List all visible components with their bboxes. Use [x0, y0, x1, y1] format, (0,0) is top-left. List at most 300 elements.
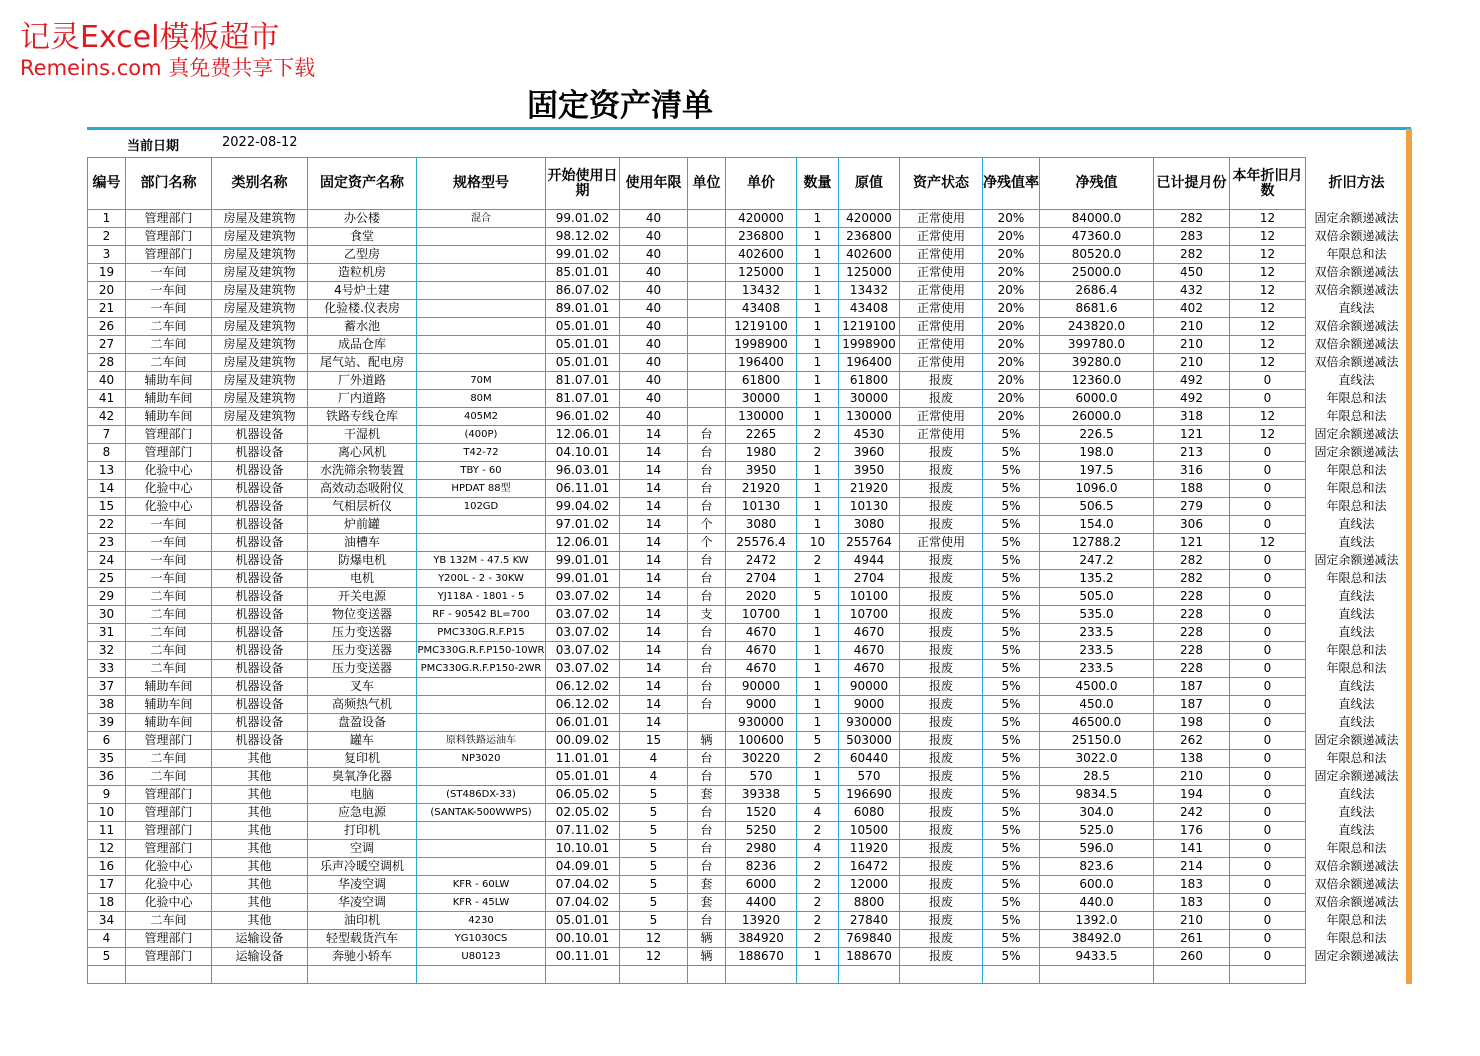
- col-method-cell[interactable]: 固定余额递减法: [1314, 769, 1399, 783]
- col-start-date-cell[interactable]: 04.10.01: [546, 444, 620, 462]
- col-residual-rate-cell[interactable]: 5%: [983, 912, 1040, 930]
- col-months-depreciated-cell[interactable]: 282: [1154, 552, 1230, 570]
- col-asset-name-cell[interactable]: 水洗筛余物装置: [308, 462, 417, 480]
- col-unit-price-cell[interactable]: 1520: [726, 804, 797, 822]
- col-months-depreciated-cell[interactable]: 282: [1154, 210, 1230, 228]
- col-months-depreciated-cell[interactable]: 318: [1154, 408, 1230, 426]
- col-residual-value-cell[interactable]: 198.0: [1040, 444, 1154, 462]
- col-months-depreciated-cell[interactable]: 228: [1154, 606, 1230, 624]
- col-months-depreciated-cell[interactable]: 187: [1154, 696, 1230, 714]
- col-asset-name-cell[interactable]: 臭氧净化器: [308, 768, 417, 786]
- col-unit-cell[interactable]: 台: [688, 912, 726, 930]
- col-year-months-cell[interactable]: 0: [1230, 930, 1306, 948]
- col-life-cell[interactable]: 14: [620, 516, 688, 534]
- col-original-value-cell[interactable]: 4670: [839, 642, 900, 660]
- col-unit-cell[interactable]: 台: [688, 552, 726, 570]
- col-residual-rate-cell[interactable]: 20%: [983, 390, 1040, 408]
- col-spec-cell[interactable]: 4230: [417, 912, 546, 930]
- col-quantity-cell[interactable]: 1: [797, 246, 839, 264]
- col-residual-value-cell[interactable]: 26000.0: [1040, 408, 1154, 426]
- col-id-cell[interactable]: 15: [88, 498, 126, 516]
- col-original-value-cell[interactable]: 60440: [839, 750, 900, 768]
- col-unit-price-cell[interactable]: 2980: [726, 840, 797, 858]
- col-residual-value-cell[interactable]: 38492.0: [1040, 930, 1154, 948]
- col-department-cell[interactable]: 管理部门: [126, 246, 212, 264]
- col-id-cell[interactable]: 9: [88, 786, 126, 804]
- col-life-cell[interactable]: 14: [620, 696, 688, 714]
- col-life-cell[interactable]: 5: [620, 804, 688, 822]
- col-status-cell[interactable]: 报废: [900, 786, 983, 804]
- col-residual-value-cell[interactable]: 450.0: [1040, 696, 1154, 714]
- col-department-cell[interactable]: [126, 966, 212, 984]
- col-asset-name-cell[interactable]: 高频热气机: [308, 696, 417, 714]
- col-months-depreciated-cell[interactable]: 213: [1154, 444, 1230, 462]
- col-method-cell[interactable]: 年限总和法: [1326, 463, 1387, 477]
- col-asset-name-cell[interactable]: 离心风机: [308, 444, 417, 462]
- col-department-cell[interactable]: 管理部门: [126, 840, 212, 858]
- col-year-months-cell[interactable]: 0: [1230, 786, 1306, 804]
- col-original-value-cell[interactable]: 255764: [839, 534, 900, 552]
- col-life-cell[interactable]: 40: [620, 354, 688, 372]
- col-method-cell[interactable]: 固定余额递减法: [1314, 427, 1399, 441]
- col-year-months-cell[interactable]: 12: [1230, 228, 1306, 246]
- col-asset-name-cell[interactable]: 高效动态吸附仪: [308, 480, 417, 498]
- col-unit-cell[interactable]: 台: [688, 462, 726, 480]
- col-quantity-cell[interactable]: 1: [797, 498, 839, 516]
- col-spec-cell[interactable]: PMC330G.R.F.P15: [417, 624, 546, 642]
- col-year-months-cell[interactable]: 12: [1230, 426, 1306, 444]
- col-life-cell[interactable]: 40: [620, 300, 688, 318]
- col-months-depreciated-cell[interactable]: 262: [1154, 732, 1230, 750]
- col-quantity-cell[interactable]: 1: [797, 372, 839, 390]
- col-department-cell[interactable]: 二车间: [126, 750, 212, 768]
- col-original-value-cell[interactable]: 16472: [839, 858, 900, 876]
- col-unit-price-cell[interactable]: 420000: [726, 210, 797, 228]
- col-quantity-cell[interactable]: 1: [797, 300, 839, 318]
- col-original-value-cell[interactable]: 4670: [839, 660, 900, 678]
- col-start-date-cell[interactable]: [546, 966, 620, 984]
- col-residual-value-cell[interactable]: 12360.0: [1040, 372, 1154, 390]
- col-method-cell[interactable]: 双倍余额递减法: [1314, 229, 1399, 243]
- col-category-cell[interactable]: 机器设备: [212, 678, 308, 696]
- col-start-date-cell[interactable]: 00.09.02: [546, 732, 620, 750]
- col-life-cell[interactable]: 5: [620, 894, 688, 912]
- col-unit-price-cell[interactable]: 570: [726, 768, 797, 786]
- col-department-cell[interactable]: 二车间: [126, 318, 212, 336]
- col-id-cell[interactable]: 32: [88, 642, 126, 660]
- col-category-cell[interactable]: 机器设备: [212, 588, 308, 606]
- col-life-cell[interactable]: [620, 966, 688, 984]
- col-unit-cell[interactable]: [688, 390, 726, 408]
- col-original-value-cell[interactable]: 503000: [839, 732, 900, 750]
- col-residual-value-cell[interactable]: 3022.0: [1040, 750, 1154, 768]
- col-original-value-cell[interactable]: 10100: [839, 588, 900, 606]
- col-department-cell[interactable]: 一车间: [126, 300, 212, 318]
- col-life-cell[interactable]: 40: [620, 408, 688, 426]
- col-residual-value-cell[interactable]: 233.5: [1040, 624, 1154, 642]
- col-method-cell[interactable]: 双倍余额递减法: [1314, 859, 1399, 873]
- col-original-value-cell[interactable]: 61800: [839, 372, 900, 390]
- col-quantity-cell[interactable]: 1: [797, 264, 839, 282]
- col-residual-rate-cell[interactable]: 5%: [983, 930, 1040, 948]
- col-residual-rate-cell[interactable]: 20%: [983, 372, 1040, 390]
- col-year-months-cell[interactable]: 12: [1230, 534, 1306, 552]
- col-residual-value-cell[interactable]: 1392.0: [1040, 912, 1154, 930]
- col-department-cell[interactable]: 管理部门: [126, 804, 212, 822]
- col-unit-cell[interactable]: 台: [688, 768, 726, 786]
- col-id-cell[interactable]: 11: [88, 822, 126, 840]
- col-residual-value-cell[interactable]: 243820.0: [1040, 318, 1154, 336]
- col-spec-cell[interactable]: [417, 966, 546, 984]
- col-unit-price-cell[interactable]: 4670: [726, 624, 797, 642]
- col-status-cell[interactable]: 正常使用: [900, 354, 983, 372]
- col-category-cell[interactable]: 机器设备: [212, 570, 308, 588]
- col-unit-cell[interactable]: 台: [688, 426, 726, 444]
- col-spec-cell[interactable]: 80M: [417, 390, 546, 408]
- col-start-date-cell[interactable]: 97.01.02: [546, 516, 620, 534]
- col-department-cell[interactable]: 化验中心: [126, 876, 212, 894]
- col-year-months-cell[interactable]: 0: [1230, 678, 1306, 696]
- col-method-cell[interactable]: 年限总和法: [1326, 391, 1387, 405]
- col-unit-cell[interactable]: 辆: [688, 930, 726, 948]
- col-spec-cell[interactable]: [417, 822, 546, 840]
- col-months-depreciated-cell[interactable]: 492: [1154, 372, 1230, 390]
- col-original-value-cell[interactable]: 130000: [839, 408, 900, 426]
- col-spec-cell[interactable]: KFR - 60LW: [417, 876, 546, 894]
- col-residual-rate-cell[interactable]: 5%: [983, 786, 1040, 804]
- col-category-cell[interactable]: 机器设备: [212, 552, 308, 570]
- col-category-cell[interactable]: 房屋及建筑物: [212, 300, 308, 318]
- col-start-date-cell[interactable]: 04.09.01: [546, 858, 620, 876]
- col-department-cell[interactable]: 二车间: [126, 642, 212, 660]
- col-unit-price-cell[interactable]: 1998900: [726, 336, 797, 354]
- col-spec-cell[interactable]: YG1030CS: [417, 930, 546, 948]
- col-original-value-cell[interactable]: 196690: [839, 786, 900, 804]
- col-residual-value-cell[interactable]: 80520.0: [1040, 246, 1154, 264]
- col-life-cell[interactable]: 40: [620, 390, 688, 408]
- col-start-date-cell[interactable]: 12.06.01: [546, 534, 620, 552]
- col-quantity-cell[interactable]: 1: [797, 282, 839, 300]
- col-start-date-cell[interactable]: 05.01.01: [546, 318, 620, 336]
- col-year-months-cell[interactable]: 12: [1230, 318, 1306, 336]
- col-department-cell[interactable]: 二车间: [126, 768, 212, 786]
- col-original-value-cell[interactable]: 196400: [839, 354, 900, 372]
- col-department-cell[interactable]: 管理部门: [126, 822, 212, 840]
- col-status-cell[interactable]: 正常使用: [900, 264, 983, 282]
- col-unit-price-cell[interactable]: 2704: [726, 570, 797, 588]
- col-unit-cell[interactable]: 台: [688, 678, 726, 696]
- col-residual-value-cell[interactable]: [1040, 966, 1154, 984]
- col-residual-rate-cell[interactable]: 5%: [983, 768, 1040, 786]
- col-residual-rate-cell[interactable]: 5%: [983, 642, 1040, 660]
- col-year-months-cell[interactable]: 12: [1230, 300, 1306, 318]
- col-status-cell[interactable]: [900, 966, 983, 984]
- col-residual-rate-cell[interactable]: 5%: [983, 750, 1040, 768]
- col-start-date-cell[interactable]: 89.01.01: [546, 300, 620, 318]
- col-residual-value-cell[interactable]: 440.0: [1040, 894, 1154, 912]
- col-category-cell[interactable]: 机器设备: [212, 732, 308, 750]
- col-year-months-cell[interactable]: 0: [1230, 660, 1306, 678]
- col-quantity-cell[interactable]: 1: [797, 408, 839, 426]
- col-months-depreciated-cell[interactable]: 138: [1154, 750, 1230, 768]
- col-residual-value-cell[interactable]: 197.5: [1040, 462, 1154, 480]
- col-status-cell[interactable]: 报废: [900, 804, 983, 822]
- col-spec-cell[interactable]: [417, 858, 546, 876]
- col-start-date-cell[interactable]: 06.12.02: [546, 696, 620, 714]
- col-year-months-cell[interactable]: 0: [1230, 606, 1306, 624]
- col-quantity-cell[interactable]: 2: [797, 894, 839, 912]
- col-months-depreciated-cell[interactable]: 306: [1154, 516, 1230, 534]
- col-status-cell[interactable]: 正常使用: [900, 318, 983, 336]
- col-original-value-cell[interactable]: 4670: [839, 624, 900, 642]
- col-status-cell[interactable]: 报废: [900, 696, 983, 714]
- col-id-cell[interactable]: 41: [88, 390, 126, 408]
- col-quantity-cell[interactable]: 1: [797, 768, 839, 786]
- col-residual-rate-cell[interactable]: 20%: [983, 246, 1040, 264]
- col-quantity-cell[interactable]: 10: [797, 534, 839, 552]
- col-life-cell[interactable]: 40: [620, 372, 688, 390]
- col-year-months-cell[interactable]: 0: [1230, 624, 1306, 642]
- col-quantity-cell[interactable]: 2: [797, 552, 839, 570]
- col-original-value-cell[interactable]: 420000: [839, 210, 900, 228]
- col-months-depreciated-cell[interactable]: 176: [1154, 822, 1230, 840]
- col-id-cell[interactable]: 20: [88, 282, 126, 300]
- col-months-depreciated-cell[interactable]: 228: [1154, 588, 1230, 606]
- col-quantity-cell[interactable]: 5: [797, 732, 839, 750]
- col-id-cell[interactable]: 33: [88, 660, 126, 678]
- col-residual-rate-cell[interactable]: 5%: [983, 588, 1040, 606]
- col-year-months-cell[interactable]: 0: [1230, 552, 1306, 570]
- col-year-months-cell[interactable]: 0: [1230, 516, 1306, 534]
- col-status-cell[interactable]: 正常使用: [900, 228, 983, 246]
- col-months-depreciated-cell[interactable]: 188: [1154, 480, 1230, 498]
- col-department-cell[interactable]: 辅助车间: [126, 408, 212, 426]
- col-life-cell[interactable]: 5: [620, 840, 688, 858]
- col-residual-value-cell[interactable]: 304.0: [1040, 804, 1154, 822]
- col-method-cell[interactable]: 直线法: [1338, 589, 1375, 603]
- col-original-value-cell[interactable]: 11920: [839, 840, 900, 858]
- col-months-depreciated-cell[interactable]: 187: [1154, 678, 1230, 696]
- col-category-cell[interactable]: 其他: [212, 804, 308, 822]
- col-id-cell[interactable]: 27: [88, 336, 126, 354]
- col-spec-cell[interactable]: U80123: [417, 948, 546, 966]
- col-spec-cell[interactable]: RF - 90542 BL=700: [417, 606, 546, 624]
- col-original-value-cell[interactable]: [839, 966, 900, 984]
- col-method-cell[interactable]: 直线法: [1338, 715, 1375, 729]
- col-asset-name-cell[interactable]: 轻型载货汽车: [308, 930, 417, 948]
- col-residual-value-cell[interactable]: 399780.0: [1040, 336, 1154, 354]
- col-residual-rate-cell[interactable]: 20%: [983, 264, 1040, 282]
- col-status-cell[interactable]: 报废: [900, 570, 983, 588]
- col-months-depreciated-cell[interactable]: 141: [1154, 840, 1230, 858]
- col-original-value-cell[interactable]: 125000: [839, 264, 900, 282]
- col-start-date-cell[interactable]: 86.07.02: [546, 282, 620, 300]
- col-year-months-cell[interactable]: 0: [1230, 372, 1306, 390]
- col-spec-cell[interactable]: [417, 516, 546, 534]
- col-quantity-cell[interactable]: 1: [797, 390, 839, 408]
- col-original-value-cell[interactable]: 3960: [839, 444, 900, 462]
- col-spec-cell[interactable]: T42-72: [417, 444, 546, 462]
- col-method-cell[interactable]: 双倍余额递减法: [1314, 283, 1399, 297]
- col-id-cell[interactable]: 38: [88, 696, 126, 714]
- col-method-cell[interactable]: 直线法: [1338, 823, 1375, 837]
- col-category-cell[interactable]: 房屋及建筑物: [212, 282, 308, 300]
- col-method-cell[interactable]: 年限总和法: [1326, 931, 1387, 945]
- col-unit-price-cell[interactable]: 61800: [726, 372, 797, 390]
- col-category-cell[interactable]: [212, 966, 308, 984]
- col-original-value-cell[interactable]: 236800: [839, 228, 900, 246]
- col-spec-cell[interactable]: YJ118A - 1801 - 5: [417, 588, 546, 606]
- col-start-date-cell[interactable]: 07.11.02: [546, 822, 620, 840]
- col-spec-cell[interactable]: 原料铁路运油车: [417, 732, 546, 750]
- col-id-cell[interactable]: 39: [88, 714, 126, 732]
- col-unit-price-cell[interactable]: 39338: [726, 786, 797, 804]
- col-method-cell[interactable]: 年限总和法: [1326, 499, 1387, 513]
- col-start-date-cell[interactable]: 10.10.01: [546, 840, 620, 858]
- col-id-cell[interactable]: 23: [88, 534, 126, 552]
- col-id-cell[interactable]: 37: [88, 678, 126, 696]
- col-asset-name-cell[interactable]: 华凌空调: [308, 894, 417, 912]
- col-spec-cell[interactable]: 102GD: [417, 498, 546, 516]
- col-start-date-cell[interactable]: 81.07.01: [546, 390, 620, 408]
- col-unit-price-cell[interactable]: 930000: [726, 714, 797, 732]
- col-asset-name-cell[interactable]: 气相层析仪: [308, 498, 417, 516]
- col-category-cell[interactable]: 机器设备: [212, 444, 308, 462]
- col-id-cell[interactable]: 42: [88, 408, 126, 426]
- col-residual-rate-cell[interactable]: 5%: [983, 426, 1040, 444]
- col-start-date-cell[interactable]: 07.04.02: [546, 876, 620, 894]
- col-months-depreciated-cell[interactable]: 402: [1154, 300, 1230, 318]
- col-life-cell[interactable]: 5: [620, 876, 688, 894]
- col-department-cell[interactable]: 辅助车间: [126, 696, 212, 714]
- col-residual-value-cell[interactable]: 84000.0: [1040, 210, 1154, 228]
- col-original-value-cell[interactable]: 10500: [839, 822, 900, 840]
- col-months-depreciated-cell[interactable]: 210: [1154, 768, 1230, 786]
- col-unit-cell[interactable]: 台: [688, 570, 726, 588]
- col-start-date-cell[interactable]: 02.05.02: [546, 804, 620, 822]
- col-spec-cell[interactable]: TBY - 60: [417, 462, 546, 480]
- col-residual-rate-cell[interactable]: 20%: [983, 354, 1040, 372]
- col-spec-cell[interactable]: [417, 246, 546, 264]
- col-year-months-cell[interactable]: 0: [1230, 588, 1306, 606]
- col-residual-rate-cell[interactable]: 20%: [983, 318, 1040, 336]
- col-asset-name-cell[interactable]: 物位变送器: [308, 606, 417, 624]
- col-quantity-cell[interactable]: 2: [797, 426, 839, 444]
- col-department-cell[interactable]: 二车间: [126, 336, 212, 354]
- col-residual-rate-cell[interactable]: 5%: [983, 840, 1040, 858]
- col-spec-cell[interactable]: (400P): [417, 426, 546, 444]
- col-start-date-cell[interactable]: 03.07.02: [546, 606, 620, 624]
- col-status-cell[interactable]: 报废: [900, 876, 983, 894]
- col-residual-rate-cell[interactable]: 5%: [983, 516, 1040, 534]
- col-unit-cell[interactable]: [688, 246, 726, 264]
- col-method-cell[interactable]: 年限总和法: [1326, 661, 1387, 675]
- col-spec-cell[interactable]: NP3020: [417, 750, 546, 768]
- col-asset-name-cell[interactable]: 乐声冷暖空调机: [308, 858, 417, 876]
- col-asset-name-cell[interactable]: 压力变送器: [308, 660, 417, 678]
- col-unit-price-cell[interactable]: 2020: [726, 588, 797, 606]
- col-department-cell[interactable]: 管理部门: [126, 948, 212, 966]
- col-id-cell[interactable]: 34: [88, 912, 126, 930]
- col-start-date-cell[interactable]: 00.11.01: [546, 948, 620, 966]
- col-months-depreciated-cell[interactable]: 228: [1154, 660, 1230, 678]
- col-original-value-cell[interactable]: 8800: [839, 894, 900, 912]
- col-category-cell[interactable]: 房屋及建筑物: [212, 372, 308, 390]
- col-category-cell[interactable]: 机器设备: [212, 534, 308, 552]
- col-residual-rate-cell[interactable]: 5%: [983, 696, 1040, 714]
- col-unit-price-cell[interactable]: 100600: [726, 732, 797, 750]
- col-asset-name-cell[interactable]: 开关电源: [308, 588, 417, 606]
- col-asset-name-cell[interactable]: 空调: [308, 840, 417, 858]
- col-unit-cell[interactable]: 台: [688, 624, 726, 642]
- col-original-value-cell[interactable]: 12000: [839, 876, 900, 894]
- col-residual-value-cell[interactable]: 9433.5: [1040, 948, 1154, 966]
- col-spec-cell[interactable]: [417, 678, 546, 696]
- col-residual-rate-cell[interactable]: 5%: [983, 804, 1040, 822]
- col-unit-price-cell[interactable]: 5250: [726, 822, 797, 840]
- col-months-depreciated-cell[interactable]: [1154, 966, 1230, 984]
- col-residual-rate-cell[interactable]: 5%: [983, 876, 1040, 894]
- col-unit-price-cell[interactable]: 3950: [726, 462, 797, 480]
- col-months-depreciated-cell[interactable]: 492: [1154, 390, 1230, 408]
- col-residual-rate-cell[interactable]: 5%: [983, 678, 1040, 696]
- col-category-cell[interactable]: 机器设备: [212, 642, 308, 660]
- col-category-cell[interactable]: 房屋及建筑物: [212, 354, 308, 372]
- col-residual-rate-cell[interactable]: 5%: [983, 822, 1040, 840]
- col-method-cell[interactable]: 双倍余额递减法: [1314, 355, 1399, 369]
- col-method-cell[interactable]: 直线法: [1338, 679, 1375, 693]
- col-asset-name-cell[interactable]: 蓄水池: [308, 318, 417, 336]
- col-life-cell[interactable]: 14: [620, 678, 688, 696]
- col-unit-price-cell[interactable]: 25576.4: [726, 534, 797, 552]
- col-method-cell[interactable]: 直线法: [1338, 517, 1375, 531]
- col-original-value-cell[interactable]: 1998900: [839, 336, 900, 354]
- col-residual-rate-cell[interactable]: 5%: [983, 714, 1040, 732]
- col-quantity-cell[interactable]: 1: [797, 480, 839, 498]
- col-id-cell[interactable]: 7: [88, 426, 126, 444]
- col-asset-name-cell[interactable]: 叉车: [308, 678, 417, 696]
- col-life-cell[interactable]: 14: [620, 588, 688, 606]
- col-residual-value-cell[interactable]: 46500.0: [1040, 714, 1154, 732]
- col-months-depreciated-cell[interactable]: 121: [1154, 534, 1230, 552]
- col-method-cell[interactable]: 年限总和法: [1326, 247, 1387, 261]
- col-spec-cell[interactable]: [417, 264, 546, 282]
- col-department-cell[interactable]: 一车间: [126, 516, 212, 534]
- col-unit-price-cell[interactable]: [726, 966, 797, 984]
- col-id-cell[interactable]: 3: [88, 246, 126, 264]
- col-spec-cell[interactable]: (SANTAK-500WWPS): [417, 804, 546, 822]
- col-method-cell[interactable]: 固定余额递减法: [1314, 211, 1399, 225]
- col-months-depreciated-cell[interactable]: 183: [1154, 876, 1230, 894]
- col-start-date-cell[interactable]: 07.04.02: [546, 894, 620, 912]
- col-original-value-cell[interactable]: 188670: [839, 948, 900, 966]
- col-department-cell[interactable]: 辅助车间: [126, 714, 212, 732]
- col-asset-name-cell[interactable]: 4号炉土建: [308, 282, 417, 300]
- col-life-cell[interactable]: 14: [620, 660, 688, 678]
- col-residual-value-cell[interactable]: 2686.4: [1040, 282, 1154, 300]
- col-category-cell[interactable]: 机器设备: [212, 714, 308, 732]
- col-status-cell[interactable]: 报废: [900, 894, 983, 912]
- col-category-cell[interactable]: 运输设备: [212, 930, 308, 948]
- col-method-cell[interactable]: 双倍余额递减法: [1314, 337, 1399, 351]
- col-residual-value-cell[interactable]: 9834.5: [1040, 786, 1154, 804]
- col-residual-value-cell[interactable]: 233.5: [1040, 642, 1154, 660]
- col-residual-value-cell[interactable]: 12788.2: [1040, 534, 1154, 552]
- col-unit-price-cell[interactable]: 1980: [726, 444, 797, 462]
- col-id-cell[interactable]: 13: [88, 462, 126, 480]
- col-unit-price-cell[interactable]: 10130: [726, 498, 797, 516]
- col-start-date-cell[interactable]: 99.01.02: [546, 246, 620, 264]
